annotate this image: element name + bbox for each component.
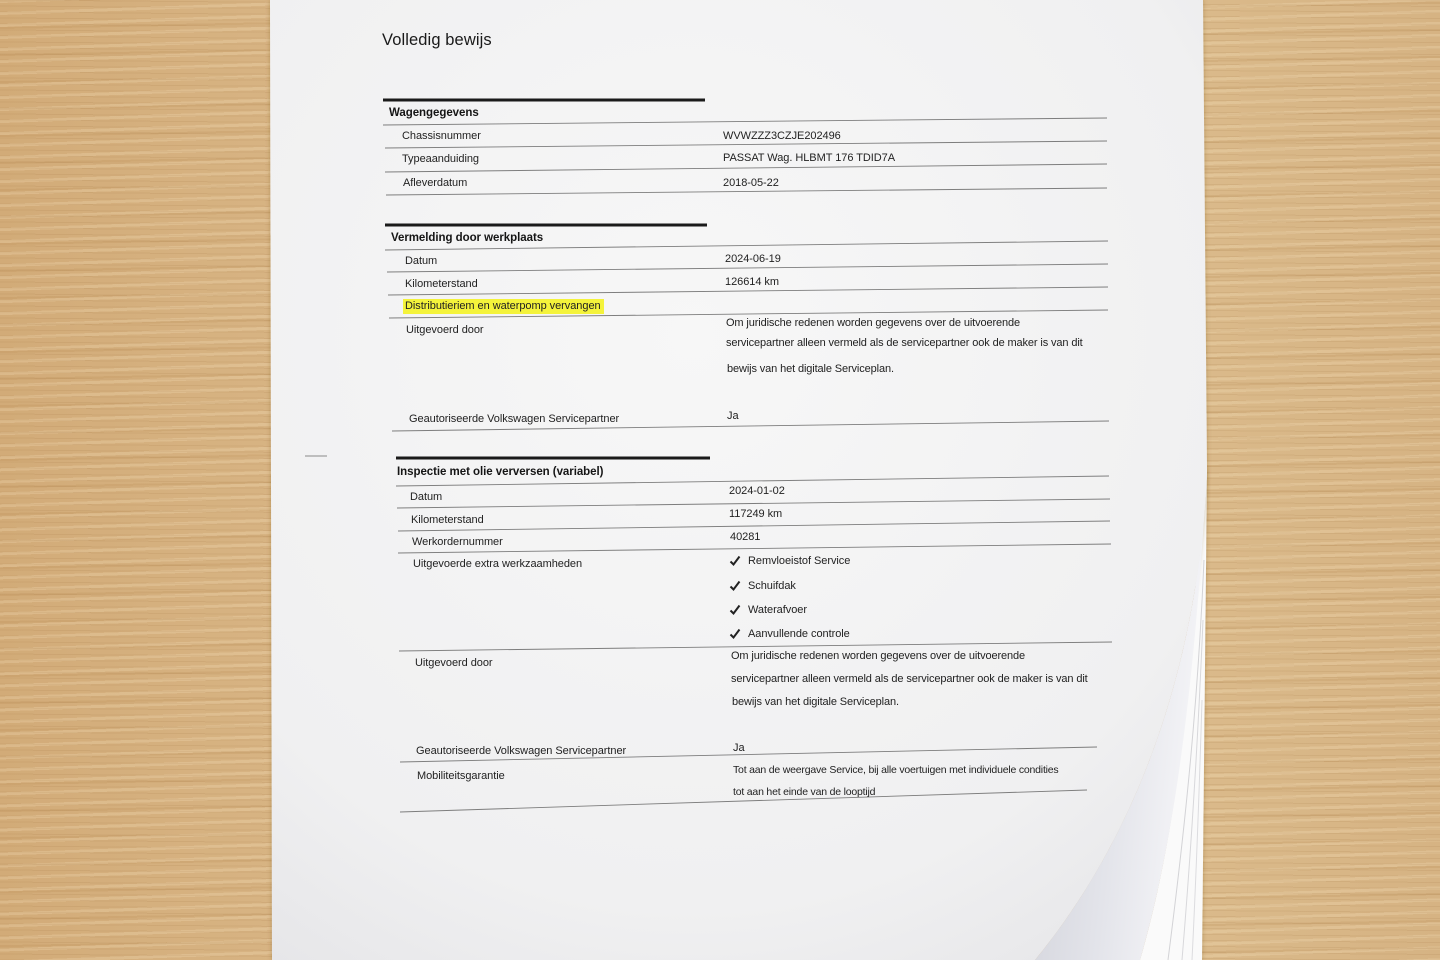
legal-note-line: servicepartner alleen vermeld als de servicepartner ook de maker is van dit <box>726 337 1083 349</box>
row-value: Ja <box>733 742 745 754</box>
checklist-item: Schuifdak <box>748 580 796 592</box>
row-value: 2024-01-02 <box>729 485 785 497</box>
row-value: PASSAT Wag. HLBMT 176 TDID7A <box>723 152 896 164</box>
checklist-item: Remvloeistof Service <box>748 555 851 567</box>
row-label: Geautoriseerde Volkswagen Servicepartner <box>416 745 627 757</box>
row-label: Kilometerstand <box>411 514 484 526</box>
document-title: Volledig bewijs <box>382 31 492 49</box>
guarantee-line: tot aan het einde van de looptijd <box>733 786 876 798</box>
row-value: 126614 km <box>725 276 779 288</box>
legal-note-line: servicepartner alleen vermeld als de servicepartner ook de maker is van dit <box>731 673 1088 685</box>
section-heading-inspection: Inspectie met olie verversen (variabel) <box>397 466 604 478</box>
highlighted-description: Distributieriem en waterpomp vervangen <box>403 299 604 314</box>
main-page <box>270 0 1207 960</box>
row-label: Datum <box>410 491 443 503</box>
row-label: Typeaanduiding <box>402 153 479 165</box>
row-value: 2024-06-19 <box>725 253 781 265</box>
check-icon <box>729 628 741 640</box>
row-value: 117249 km <box>729 508 783 520</box>
checklist-item: Aanvullende controle <box>748 628 850 640</box>
row-label: Datum <box>405 255 438 267</box>
legal-note-line: bewijs van het digitale Serviceplan. <box>727 363 894 375</box>
row-label: Kilometerstand <box>405 278 478 290</box>
section-heading-workshop: Vermelding door werkplaats <box>391 232 544 244</box>
row-label: Mobiliteitsgarantie <box>417 770 505 782</box>
checklist-item: Waterafvoer <box>748 604 807 616</box>
row-label: Afleverdatum <box>403 177 468 189</box>
row-label: Uitgevoerd door <box>415 657 493 669</box>
row-label: Uitgevoerde extra werkzaamheden <box>413 558 583 570</box>
row-label: Chassisnummer <box>402 130 481 142</box>
legal-note-line: Om juridische redenen worden gegevens over de uitvoerende <box>726 317 1021 329</box>
highlighted-description-row <box>405 299 604 313</box>
row-value: WVWZZZ3CZJE202496 <box>723 130 841 142</box>
check-icon <box>729 580 741 592</box>
row-label: Uitgevoerd door <box>406 324 484 336</box>
section-heading-vehicle: Wagengegevens <box>389 107 479 119</box>
row-value: 2018-05-22 <box>723 177 779 189</box>
row-label: Werkordernummer <box>412 536 503 548</box>
check-icon <box>729 555 741 567</box>
row-label: Geautoriseerde Volkswagen Servicepartner <box>409 413 620 425</box>
check-icon <box>729 604 741 616</box>
row-value: Ja <box>727 410 739 422</box>
legal-note-line: bewijs van het digitale Serviceplan. <box>732 696 899 708</box>
guarantee-line: Tot aan de weergave Service, bij alle voertuigen met individuele condities <box>733 764 1059 776</box>
legal-note-line: Om juridische redenen worden gegevens over de uitvoerende <box>731 650 1026 662</box>
row-value: 40281 <box>730 531 761 543</box>
